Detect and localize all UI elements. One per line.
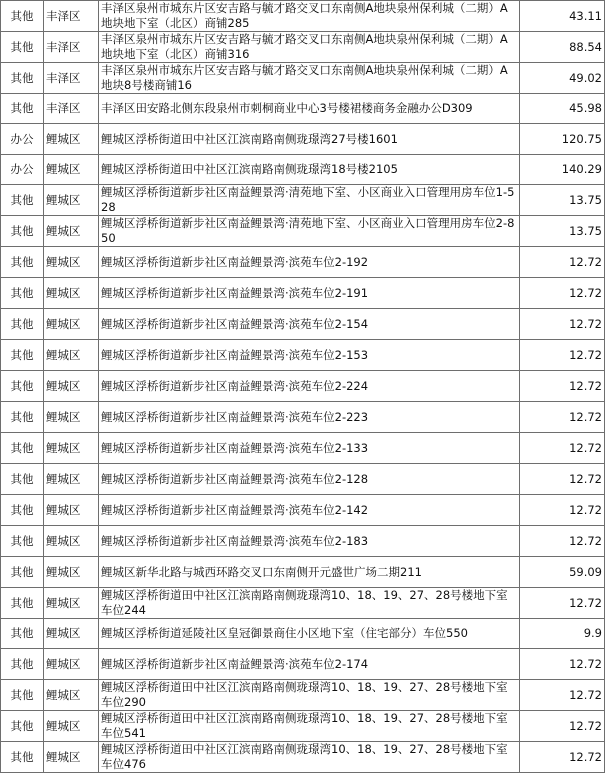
district-cell: 鲤城区	[44, 588, 99, 619]
table-row	[1, 278, 605, 309]
table-row	[1, 402, 605, 433]
district-cell: 鲤城区	[44, 278, 99, 309]
table-row	[1, 557, 605, 588]
table-row	[1, 680, 605, 711]
address-cell: 鲤城区浮桥街道新步社区南益鲤景湾·滨苑车位2-224	[99, 371, 520, 402]
table-row	[1, 619, 605, 649]
area-cell: 13.75	[520, 216, 605, 247]
area-cell: 88.54	[520, 32, 605, 63]
table-row	[1, 63, 605, 94]
type-cell: 其他	[1, 588, 44, 619]
address-cell: 鲤城区浮桥街道田中社区江滨南路南侧珑璟湾10、18、19、27、28号楼地下室车位290	[99, 680, 520, 711]
address-cell: 鲤城区浮桥街道新步社区南益鲤景湾·滨苑车位2-142	[99, 495, 520, 526]
table-row	[1, 94, 605, 124]
area-cell: 12.72	[520, 495, 605, 526]
district-cell: 鲤城区	[44, 557, 99, 588]
area-cell: 12.72	[520, 742, 605, 773]
table-row	[1, 464, 605, 495]
type-cell: 其他	[1, 711, 44, 742]
address-cell: 鲤城区浮桥街道新步社区南益鲤景湾·滨苑车位2-183	[99, 526, 520, 557]
area-cell: 49.02	[520, 63, 605, 94]
type-cell: 其他	[1, 464, 44, 495]
area-cell: 12.72	[520, 711, 605, 742]
district-cell: 鲤城区	[44, 216, 99, 247]
type-cell: 其他	[1, 433, 44, 464]
district-cell: 鲤城区	[44, 711, 99, 742]
district-cell: 鲤城区	[44, 742, 99, 773]
district-cell: 鲤城区	[44, 340, 99, 371]
address-cell: 鲤城区浮桥街道新步社区南益鲤景湾·清苑地下室、小区商业入口管理用房车位2-850	[99, 216, 520, 247]
type-cell: 其他	[1, 742, 44, 773]
district-cell: 鲤城区	[44, 309, 99, 340]
area-cell: 120.75	[520, 124, 605, 155]
address-cell: 鲤城区浮桥街道新步社区南益鲤景湾·滨苑车位2-174	[99, 649, 520, 680]
type-cell: 其他	[1, 371, 44, 402]
address-cell: 鲤城区浮桥街道田中社区江滨南路南侧珑璟湾27号楼1601	[99, 124, 520, 155]
district-cell: 鲤城区	[44, 155, 99, 185]
area-cell: 12.72	[520, 433, 605, 464]
area-cell: 12.72	[520, 340, 605, 371]
area-cell: 12.72	[520, 649, 605, 680]
table-row	[1, 526, 605, 557]
table-row	[1, 371, 605, 402]
type-cell: 其他	[1, 63, 44, 94]
district-cell: 丰泽区	[44, 32, 99, 63]
address-cell: 鲤城区新华北路与城西环路交叉口东南侧开元盛世广场二期211	[99, 557, 520, 588]
type-cell: 其他	[1, 1, 44, 32]
district-cell: 鲤城区	[44, 495, 99, 526]
district-cell: 鲤城区	[44, 433, 99, 464]
area-cell: 12.72	[520, 309, 605, 340]
table-row	[1, 711, 605, 742]
table-row	[1, 216, 605, 247]
district-cell: 鲤城区	[44, 680, 99, 711]
area-cell: 9.9	[520, 619, 605, 649]
type-cell: 其他	[1, 32, 44, 63]
type-cell: 其他	[1, 526, 44, 557]
table-row	[1, 588, 605, 619]
address-cell: 鲤城区浮桥街道新步社区南益鲤景湾·滨苑车位2-154	[99, 309, 520, 340]
table-row	[1, 340, 605, 371]
district-cell: 丰泽区	[44, 63, 99, 94]
type-cell: 其他	[1, 247, 44, 278]
district-cell: 鲤城区	[44, 649, 99, 680]
address-cell: 鲤城区浮桥街道新步社区南益鲤景湾·滨苑车位2-192	[99, 247, 520, 278]
type-cell: 办公	[1, 124, 44, 155]
address-cell: 鲤城区浮桥街道田中社区江滨南路南侧珑璟湾10、18、19、27、28号楼地下室车位541	[99, 711, 520, 742]
area-cell: 12.72	[520, 680, 605, 711]
area-cell: 59.09	[520, 557, 605, 588]
address-cell: 丰泽区泉州市城东片区安吉路与毓才路交叉口东南侧A地块泉州保利城（二期）A地块地下室（北区）商铺285	[99, 1, 520, 32]
area-cell: 12.72	[520, 464, 605, 495]
table-row	[1, 649, 605, 680]
address-cell: 丰泽区田安路北侧东段泉州市刺桐商业中心3号楼裙楼商务金融办公D309	[99, 94, 520, 124]
table-row	[1, 495, 605, 526]
area-cell: 12.72	[520, 247, 605, 278]
address-cell: 鲤城区浮桥街道新步社区南益鲤景湾·滨苑车位2-153	[99, 340, 520, 371]
address-cell: 丰泽区泉州市城东片区安吉路与毓才路交叉口东南侧A地块泉州保利城（二期）A地块地下室（北区）商铺316	[99, 32, 520, 63]
table-row	[1, 155, 605, 185]
address-cell: 鲤城区浮桥街道新步社区南益鲤景湾·滨苑车位2-133	[99, 433, 520, 464]
type-cell: 其他	[1, 340, 44, 371]
address-cell: 鲤城区浮桥街道新步社区南益鲤景湾·滨苑车位2-223	[99, 402, 520, 433]
address-cell: 鲤城区浮桥街道延陵社区皇冠御景商住小区地下室（住宅部分）车位550	[99, 619, 520, 649]
district-cell: 鲤城区	[44, 371, 99, 402]
type-cell: 其他	[1, 495, 44, 526]
district-cell: 鲤城区	[44, 185, 99, 216]
district-cell: 丰泽区	[44, 1, 99, 32]
property-table-body	[1, 1, 605, 773]
table-row	[1, 309, 605, 340]
district-cell: 丰泽区	[44, 94, 99, 124]
type-cell: 其他	[1, 649, 44, 680]
type-cell: 其他	[1, 278, 44, 309]
district-cell: 鲤城区	[44, 464, 99, 495]
type-cell: 其他	[1, 185, 44, 216]
address-cell: 鲤城区浮桥街道田中社区江滨南路南侧珑璟湾18号楼2105	[99, 155, 520, 185]
district-cell: 鲤城区	[44, 402, 99, 433]
type-cell: 办公	[1, 155, 44, 185]
area-cell: 12.72	[520, 526, 605, 557]
table-row	[1, 185, 605, 216]
table-row	[1, 124, 605, 155]
area-cell: 140.29	[520, 155, 605, 185]
area-cell: 12.72	[520, 278, 605, 309]
address-cell: 鲤城区浮桥街道田中社区江滨南路南侧珑璟湾10、18、19、27、28号楼地下室车位476	[99, 742, 520, 773]
type-cell: 其他	[1, 402, 44, 433]
table-row	[1, 433, 605, 464]
table-row	[1, 247, 605, 278]
table-row	[1, 32, 605, 63]
area-cell: 12.72	[520, 588, 605, 619]
district-cell: 鲤城区	[44, 247, 99, 278]
area-cell: 12.72	[520, 402, 605, 433]
area-cell: 45.98	[520, 94, 605, 124]
address-cell: 丰泽区泉州市城东片区安吉路与毓才路交叉口东南侧A地块泉州保利城（二期）A地块8号楼商铺16	[99, 63, 520, 94]
area-cell: 12.72	[520, 371, 605, 402]
address-cell: 鲤城区浮桥街道新步社区南益鲤景湾·清苑地下室、小区商业入口管理用房车位1-528	[99, 185, 520, 216]
district-cell: 鲤城区	[44, 526, 99, 557]
address-cell: 鲤城区浮桥街道新步社区南益鲤景湾·滨苑车位2-191	[99, 278, 520, 309]
area-cell: 13.75	[520, 185, 605, 216]
district-cell: 鲤城区	[44, 619, 99, 649]
type-cell: 其他	[1, 309, 44, 340]
address-cell: 鲤城区浮桥街道田中社区江滨南路南侧珑璟湾10、18、19、27、28号楼地下室车位244	[99, 588, 520, 619]
area-cell: 43.11	[520, 1, 605, 32]
type-cell: 其他	[1, 94, 44, 124]
address-cell: 鲤城区浮桥街道新步社区南益鲤景湾·滨苑车位2-128	[99, 464, 520, 495]
table-row	[1, 742, 605, 773]
table-row	[1, 1, 605, 32]
type-cell: 其他	[1, 216, 44, 247]
type-cell: 其他	[1, 619, 44, 649]
type-cell: 其他	[1, 557, 44, 588]
district-cell: 鲤城区	[44, 124, 99, 155]
type-cell: 其他	[1, 680, 44, 711]
